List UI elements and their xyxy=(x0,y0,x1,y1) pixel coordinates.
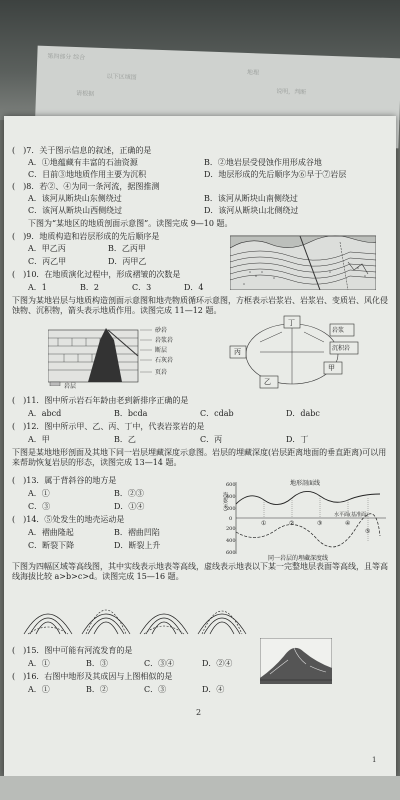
under-text-line: 以下区域图 xyxy=(106,73,137,82)
q9-option-b: B．乙丙甲 xyxy=(108,244,146,253)
y-tick: 200 xyxy=(226,526,236,532)
q16-option-b: B．② xyxy=(86,685,108,694)
q7-option-b: B．②地岩层受侵蚀作用形成谷地 xyxy=(204,158,322,167)
cycle-box-yi: 乙 xyxy=(264,378,271,386)
q12-option-c: C．丙 xyxy=(200,435,223,444)
y-tick: 200 xyxy=(226,506,236,512)
q11-option-a: A．abcd xyxy=(28,409,62,418)
q15-option-b: B．③ xyxy=(86,659,108,668)
q16-option-a: A．① xyxy=(28,685,50,694)
q7-option-a: A．①地蕴藏有丰富的石油资源 xyxy=(28,158,138,167)
cycle-box-ding: 丁 xyxy=(288,319,295,327)
rock-label-limestone: 石灰岩 xyxy=(155,357,174,364)
q12-stem: ( )12．图中所示甲、乙、丙、丁中，代表岩浆岩的是 xyxy=(12,422,205,431)
under-text-line: 说明，判断 xyxy=(276,88,307,97)
q16-option-c: C．③ xyxy=(144,685,167,694)
x-point-1: ① xyxy=(261,520,267,527)
q13-option-d: D．①④ xyxy=(114,502,145,511)
q10-option-a: A．1 xyxy=(28,283,47,292)
q8-option-d: D．该河从断块山北侧绕过 xyxy=(204,206,299,215)
q12-option-d: D．丁 xyxy=(286,435,309,444)
intro-13-14: 下图是某地地形剖面及其地下同一岩层埋藏深度示意图。岩层的埋藏深度(岩层距离地面的垂直距离)可以用来帮助恢复岩层的形态，读图完成 13—14 题。 xyxy=(12,448,387,467)
under-text-line: 地理 xyxy=(246,68,260,77)
q8-stem: ( )8．若②、④为同一条河流，据图推测 xyxy=(12,182,160,191)
q13-option-b: B．②③ xyxy=(114,489,144,498)
landscape-illustration xyxy=(260,638,332,684)
y-tick: 600 xyxy=(226,550,236,556)
q9-option-a: A．甲乙丙 xyxy=(28,244,66,253)
intro-9-10: 下图为“某地区的地质剖面示意图”。读图完成 9—10 题。 xyxy=(28,219,233,228)
q10-option-c: C．3 xyxy=(132,283,152,292)
rock-label-fault: 断层 xyxy=(155,347,168,354)
q11-option-c: C．cdab xyxy=(200,409,234,418)
q7-option-d: D．地层形成的先后顺序为⑥早于⑦岩层 xyxy=(204,170,347,179)
x-point-3: ③ xyxy=(317,520,323,527)
q14-stem: ( )14．⑤处发生的地壳运动是 xyxy=(12,515,125,524)
q9-option-d: D．丙甲乙 xyxy=(108,257,147,266)
x-point-2: ② xyxy=(289,520,295,527)
q11-option-b: B．bcda xyxy=(114,409,148,418)
q8-option-a: A．该河从断块山东侧绕过 xyxy=(28,194,122,203)
q15-option-d: D．②④ xyxy=(202,659,233,668)
q13-option-a: A．① xyxy=(28,489,50,498)
exam-paper-sheet xyxy=(4,116,396,776)
cycle-box-sedimentary: 沉积岩 xyxy=(332,345,351,352)
y-tick: 0 xyxy=(229,516,233,522)
q14-option-b: B．褶曲凹陷 xyxy=(114,528,160,537)
under-text-line: 请根据 xyxy=(75,90,95,98)
cycle-box-magma: 岩浆 xyxy=(332,327,345,334)
sea-level-label: 水平面(基准面) xyxy=(334,512,368,518)
four-contour-maps xyxy=(20,590,250,640)
q15-option-a: A．① xyxy=(28,659,50,668)
cycle-box-jia: 甲 xyxy=(328,364,335,372)
q14-option-d: D．断裂上升 xyxy=(114,541,161,550)
x-point-4: ④ xyxy=(345,520,351,527)
q9-option-c: C．丙乙甲 xyxy=(28,257,67,266)
rock-label-shale: 页岩 xyxy=(155,369,168,376)
q8-option-c: C．该河从断块山西侧绕过 xyxy=(28,206,123,215)
q15-option-c: C．③④ xyxy=(144,659,175,668)
q10-option-d: D．4 xyxy=(184,283,204,292)
layer-depth-label: 同一岩层的埋藏深度线 xyxy=(268,555,329,562)
q16-option-d: D．④ xyxy=(202,685,225,694)
y-tick: 600 xyxy=(226,482,236,488)
geologic-block-diagram xyxy=(230,228,376,290)
q11-stem: ( )11．图中所示岩石年龄由老到新排序正确的是 xyxy=(12,396,189,405)
cycle-box-bing: 丙 xyxy=(234,348,241,356)
q16-stem: ( )16．右图中地形及其成因与上图相似的是 xyxy=(12,672,173,681)
page-number: 2 xyxy=(196,708,202,717)
underlying-text xyxy=(46,52,377,108)
q8-option-b: B．该河从断块山南侧绕过 xyxy=(204,194,298,203)
q11-option-d: D．dabc xyxy=(286,409,320,418)
q7-stem: ( )7．关于图示信息的叙述，正确的是 xyxy=(12,146,152,155)
q15-stem: ( )15．图中可能有河流发育的是 xyxy=(12,646,133,655)
q9-stem: ( )9．地质构造和岩层形成的先后顺序是 xyxy=(12,232,160,241)
intro-15-16: 下图为四幅区域等高线图，其中实线表示地表等高线，虚线表示地表以下某一完整地层表面等高线，且等高线海拔比较 a>b>c>d。读图完成 15—16 题。 xyxy=(12,562,388,581)
q12-option-a: A．甲 xyxy=(28,435,50,444)
intro-11-12: 下图为某地岩层与地质构造剖面示意图和地壳物质循环示意图，方框表示岩浆岩、岩浆岩、变质岩、风化侵蚀物、沉积物，箭头表示地质作用。读图完成 11—12 题。 xyxy=(12,296,388,315)
q14-option-c: C．断裂下降 xyxy=(28,541,75,550)
q13-option-c: C．③ xyxy=(28,502,51,511)
q13-stem: ( )13．属于背斜谷的地方是 xyxy=(12,476,117,485)
rock-legend-label: 岩层 xyxy=(64,383,77,390)
q10-option-b: B．2 xyxy=(80,283,99,292)
y-axis-title: 海拔(米) xyxy=(222,492,228,511)
bottom-page-edge xyxy=(0,776,400,800)
corner-number: 1 xyxy=(372,756,377,764)
rock-label-magmatic: 岩浆岩 xyxy=(155,337,174,344)
under-text-line: 第四部分 综合 xyxy=(47,53,86,62)
q12-option-b: B．乙 xyxy=(114,435,136,444)
q10-stem: ( )10．在地质演化过程中，形成褶皱的次数是 xyxy=(12,270,181,279)
x-point-5: ⑤ xyxy=(365,528,371,535)
rock-label-sandstone: 砂岩 xyxy=(155,327,168,334)
y-tick: 400 xyxy=(226,538,236,544)
profile-line-label: 地形剖面线 xyxy=(290,480,321,487)
y-tick: 400 xyxy=(226,494,236,500)
q14-option-a: A．褶曲隆起 xyxy=(28,528,74,537)
q7-option-c: C．目前③地地质作用主要为沉积 xyxy=(28,170,147,179)
